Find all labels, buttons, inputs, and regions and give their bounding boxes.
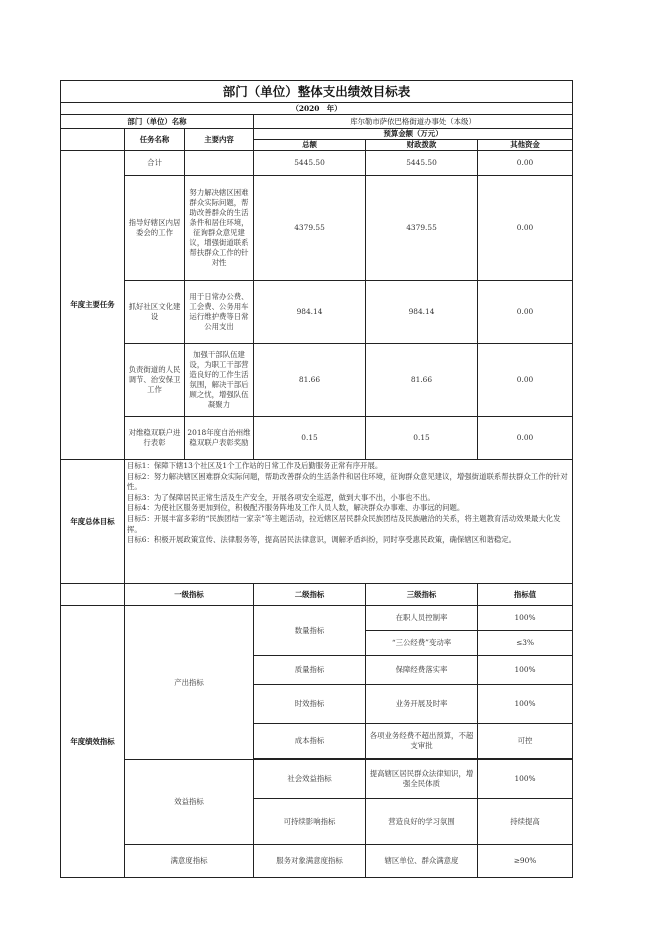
l3-item: 各项业务经费不超出预算，不超支审批 [366,724,478,759]
task-total: 4379.55 [254,176,366,281]
header-content: 主要内容 [185,129,254,151]
l3-item: “三公经费”变动率 [366,631,478,656]
header-fiscal: 财政拨款 [366,140,478,151]
section-perf: 年度绩效指标 [61,606,125,878]
section-tasks: 年度主要任务 [61,151,125,460]
indicator-value: 100% [478,606,573,631]
task-name: 合计 [125,151,185,176]
goal-item: 目标5：开展丰富多彩的“民族团结一家亲”等主题活动，拉近辖区居民群众民族团结及民族融洽的关系，将主题教育活动效果最大化发挥。 [127,513,561,534]
task-fiscal: 984.14 [366,281,478,344]
task-fiscal: 5445.50 [366,151,478,176]
task-content: 2018年度自治州维稳双联户表彰奖励 [185,417,254,460]
page-title: 部门（单位）整体支出绩效目标表 [61,81,573,103]
l1-output: 产出指标 [125,606,254,760]
task-fiscal: 0.15 [366,417,478,460]
performance-target-sheet [60,80,572,878]
l3-item: 保障经费落实率 [366,656,478,685]
performance-table [60,80,573,878]
task-total: 81.66 [254,344,366,417]
l2-service: 服务对象满意度指标 [254,845,366,878]
dept-label: 部门（单位）名称 [61,115,254,129]
indicator-value: ≥90% [478,845,573,878]
goal-item: 目标2：努力解决辖区困难群众实际问题，帮助改善群众的生活条件和居住环境，征询群众意见建议，增强街道联系帮扶群众工作的针对性。 [127,471,568,492]
header-total: 总额 [254,140,366,151]
task-fiscal: 4379.55 [366,176,478,281]
goals-list [125,460,573,584]
indicator-value: 可控 [478,724,573,759]
task-total: 0.15 [254,417,366,460]
task-other: 0.00 [478,344,573,417]
perf-header-l3: 三级指标 [366,584,478,606]
dept-value: 库尔勒市萨依巴格街道办事处（本级） [254,115,573,129]
header-other: 其他资金 [478,140,573,151]
task-name: 指导好辖区内居委会的工作 [125,176,185,281]
task-total: 5445.50 [254,151,366,176]
header-task-name: 任务名称 [125,129,185,151]
task-total: 984.14 [254,281,366,344]
l2-timeliness: 时效指标 [254,685,366,724]
indicator-value: 100% [478,685,573,724]
l1-satisfaction: 满意度指标 [125,845,254,878]
l2-sustain: 可持续影响指标 [254,799,366,845]
l3-item: 辖区单位、群众满意度 [366,845,478,878]
header-budget: 预算金额（万元） [254,129,573,140]
perf-header-l2: 二级指标 [254,584,366,606]
l2-quality: 质量指标 [254,656,366,685]
l1-effect: 效益指标 [125,760,254,845]
l3-item: 在职人员控制率 [366,606,478,631]
perf-header-value: 指标值 [478,584,573,606]
task-name: 负责街道的人民调节、治安保卫工作 [125,344,185,417]
l2-social: 社会效益指标 [254,760,366,799]
task-content [185,151,254,176]
blank-corner [61,584,125,606]
goal-item: 目标4：为使社区服务更加到位，积极配齐服务阵地及工作人员人数，解决群众办事难、办事远的问题。 [127,503,465,513]
task-other: 0.00 [478,151,573,176]
task-other: 0.00 [478,176,573,281]
task-content: 加强干部队伍建设，为职工干部营造良好的工作生活氛围，解决干部后顾之忧，增强队伍凝聚力 [185,344,254,417]
indicator-value: ≤3% [478,631,573,656]
section-goals: 年度总体目标 [61,460,125,584]
l2-cost: 成本指标 [254,724,366,759]
l3-item: 营造良好的学习氛围 [366,799,478,845]
goal-item: 目标6：积极开展政策宣传、法律服务等，提高居民法律意识，调解矛盾纠纷，同时享受惠民政策，确保辖区和谐稳定。 [127,535,517,545]
l2-quantity: 数量指标 [254,606,366,656]
task-name: 抓好社区文化建设 [125,281,185,344]
indicator-value: 持续提高 [478,799,573,845]
task-content: 用于日常办公费、工会费、公务用车运行维护费等日常公用支出 [185,281,254,344]
blank-corner [61,129,125,151]
task-name: 对维稳双联户进行表彰 [125,417,185,460]
indicator-value: 100% [478,656,573,685]
task-content: 努力解决辖区困难群众实际问题，帮助改善群众的生活条件和居住环境，征询群众意见建议，增强街道联系帮扶群众工作的针对性 [185,176,254,281]
indicator-value: 100% [478,760,573,799]
task-other: 0.00 [478,281,573,344]
goal-item: 目标3：为了保障居民正常生活及生产安全，开展各项安全巡逻，做到大事不出，小事也不出。 [127,492,435,502]
goal-item: 目标1：保障下辖13个社区及1个工作站的日常工作及后勤服务正常有序开展。 [127,461,383,470]
task-fiscal: 81.66 [366,344,478,417]
perf-header-l1: 一级指标 [125,584,254,606]
task-other: 0.00 [478,417,573,460]
year-label: （2020 年） [61,103,573,115]
l3-item: 业务开展及时率 [366,685,478,724]
l3-item: 提高辖区居民群众法律知识，增强全民体质 [366,760,478,799]
